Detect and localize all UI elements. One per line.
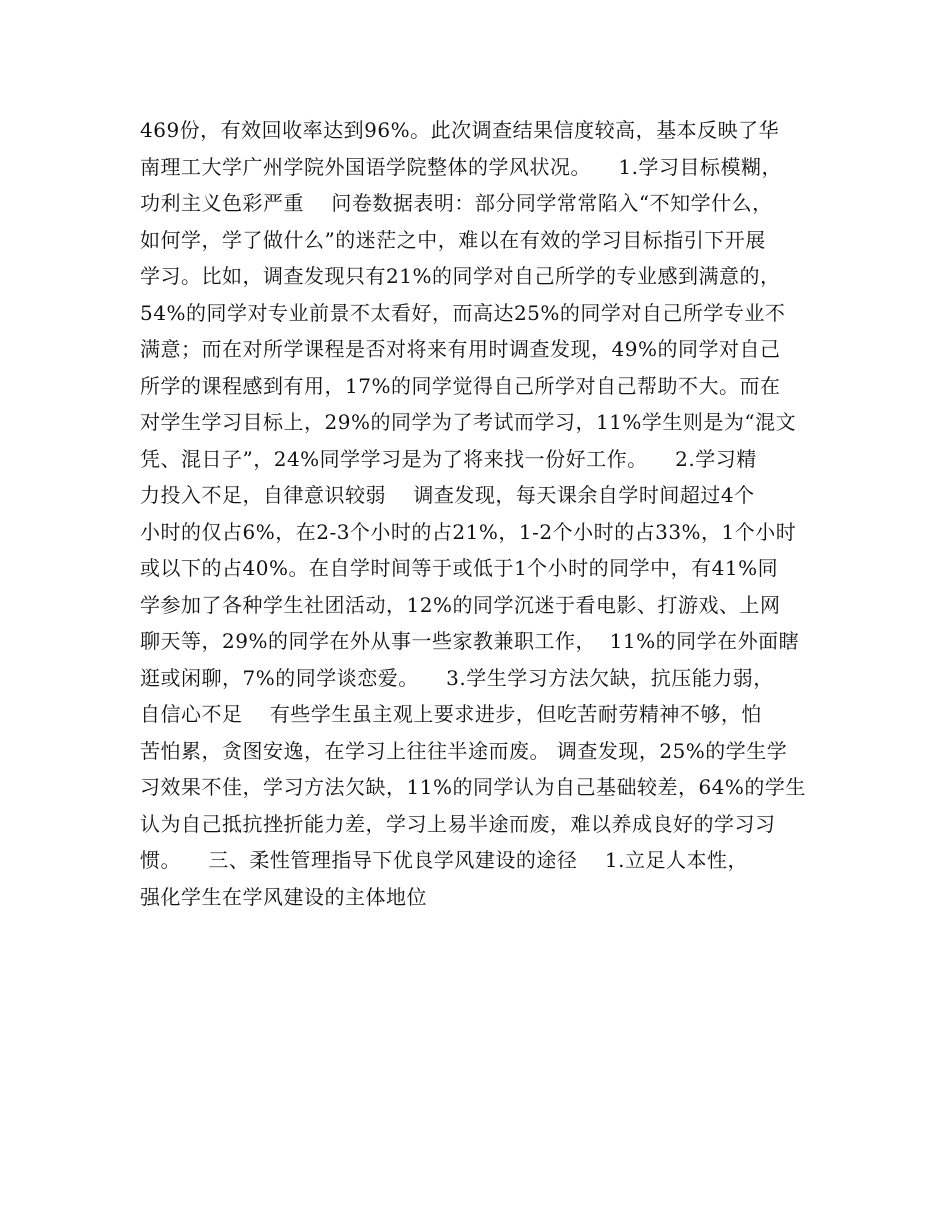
text-line: 小时的仅占6%，在2-3个小时的占21%，1-2个小时的占33%，1个小时 [140,519,797,544]
text-line: 逛或闲聊，7%的同学谈恋爱。 3.学生学习方法欠缺，抗压能力弱， [140,665,774,690]
document-body-text [140,112,830,915]
text-line: 或以下的占40%。在自学时间等于或低于1个小时的同学中，有41%同 [140,556,779,580]
text-line: 习效果不佳，学习方法欠缺，11%的同学认为自己基础较差，64%的学生 [140,775,806,799]
text-line: 自信心不足 有些学生虽主观上要求进步，但吃苦耐劳精神不够，怕 [140,702,762,726]
text-line: 聊天等，29%的同学在外从事一些家教兼职工作， 11%的同学在外面瞎 [140,629,800,653]
text-line: 54%的同学对专业前景不太看好，而高达25%的同学对自己所学专业不 [140,300,786,325]
text-line: 对学生学习目标上，29%的同学为了考试而学习，11%学生则是为“混文 [140,410,797,434]
text-line: 凭、混日子”，24%同学学习是为了将来找一份好工作。 2.学习精 [140,446,757,471]
text-line: 力投入不足，自律意识较弱 调查发现，每天课余自学时间超过4个 [140,483,755,507]
text-line: 如何学，学了做什么”的迷茫之中，难以在有效的学习目标指引下开展 [140,227,766,252]
text-line: 苦怕累，贪图安逸，在学习上往往半途而废。 调查发现，25%的学生学 [140,738,788,763]
text-line: 功利主义色彩严重 问卷数据表明：部分同学常常陷入“不知学什么， [140,191,773,215]
text-line: 南理工大学广州学院外国语学院整体的学风状况。 1.学习目标模糊， [140,154,783,179]
text-line: 满意；而在对所学课程是否对将来有用时调查发现，49%的同学对自己 [140,337,781,361]
text-line: 学习。比如，调查发现只有21%的同学对自己所学的专业感到满意的， [140,264,781,288]
text-line: 惯。 三、柔性管理指导下优良学风建设的途径 1.立足人本性， [140,848,748,872]
text-line: 469份，有效回收率达到96%。此次调查结果信度较高，基本反映了华 [140,118,780,142]
text-line: 学参加了各种学生社团活动，12%的同学沉迷于看电影、打游戏、上网 [140,592,781,617]
text-line: 所学的课程感到有用，17%的同学觉得自己所学对自己帮助不大。而在 [140,373,781,398]
text-line: 认为自己抵抗挫折能力差，学习上易半途而废，难以养成良好的学习习 [140,811,776,836]
text-line: 强化学生在学风建设的主体地位 [140,884,427,909]
